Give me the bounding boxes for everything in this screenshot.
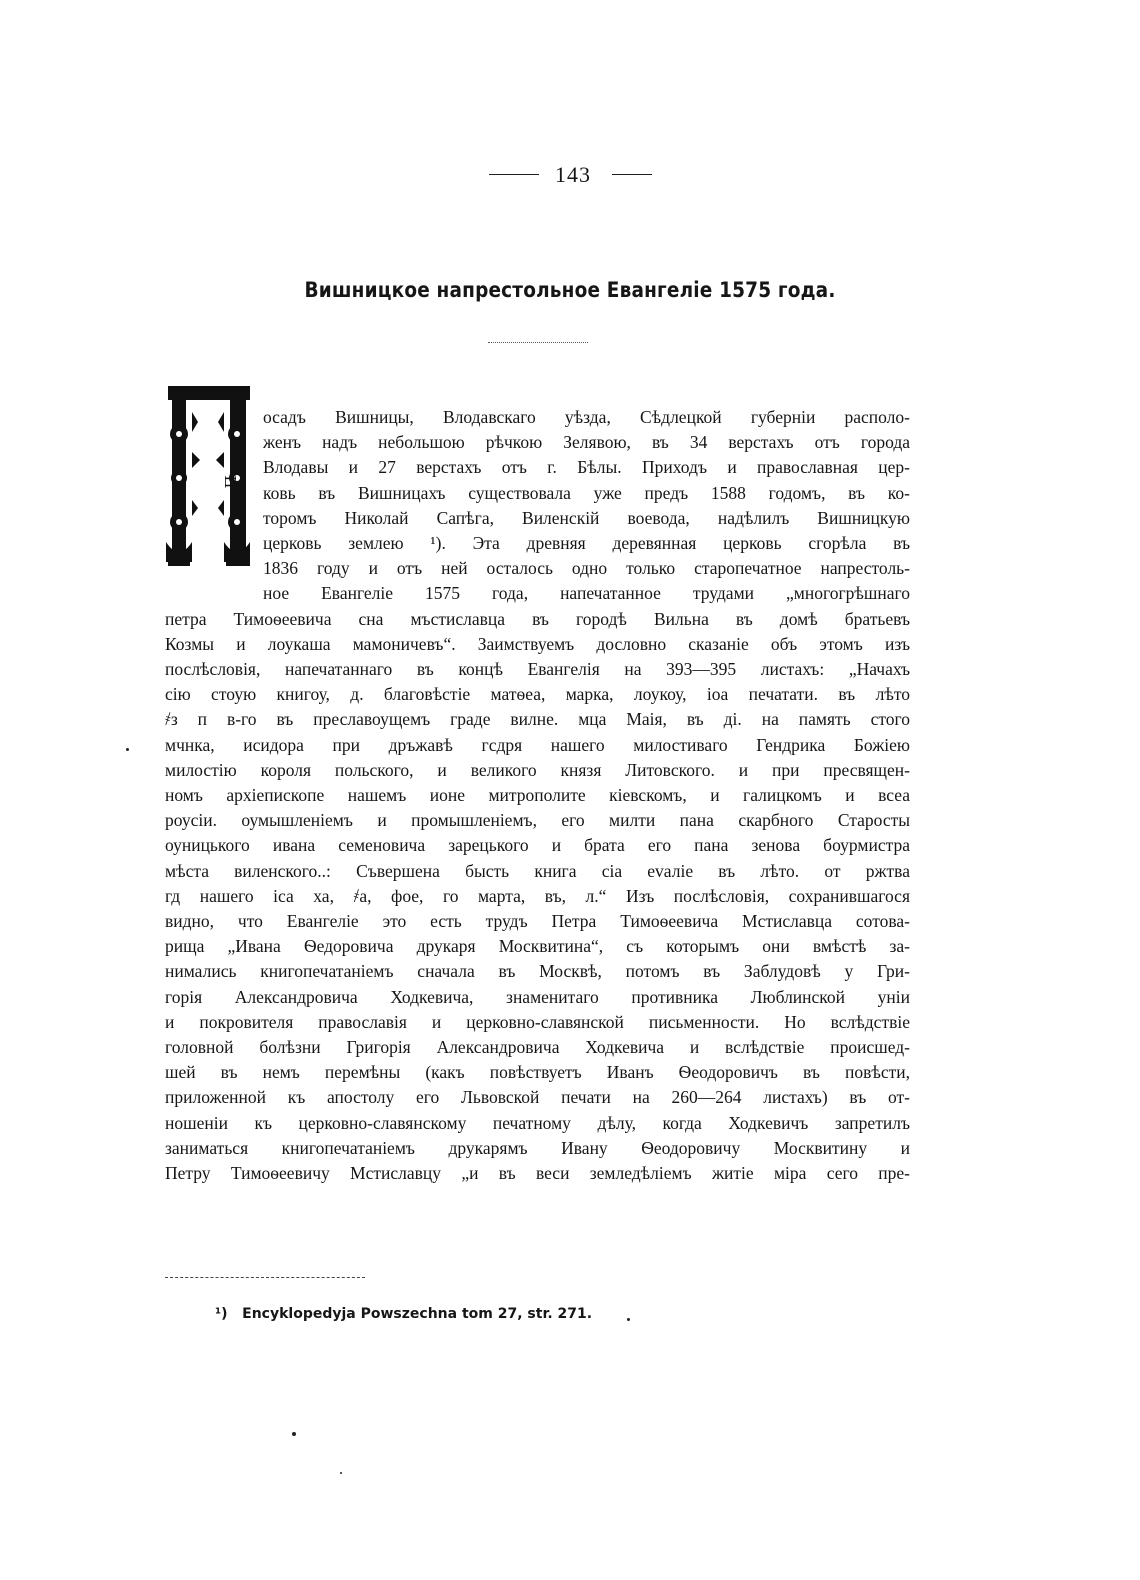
page-number-rule-right [612,174,652,175]
body-line: милостію короля польского, и великого князя Литовского. и при пресвящен- [165,759,910,780]
body-line: мчнка, исидора при дръжавѣ гсдря нашего милостиваго Гендрика Божіею [165,734,910,755]
body-line: петра Тимоѳеевича сна мъстиславца въ городѣ Вильна въ домѣ братьевъ [165,608,910,629]
body-line: ное Евангеліе 1575 года, напечатанное трудами „многогрѣшнаго [263,583,910,604]
body-line: осадъ Вишницы, Влодавскаго уѣзда, Сѣдлецкой губерніи располо- [263,407,910,427]
body-line: оуницького ивана семеновича зарецького и брата его пана зенова боурмистра [165,835,910,856]
scan-speck [292,1432,296,1436]
body-line: Козмы и лоукаша мамоничевъ“. Заимствуемъ дословно сказаніе объ этомъ изъ [165,633,910,654]
body-line: и покровителя православія и церковно-славянской письменности. Но вслѣдствіе [165,1011,910,1032]
body-line: горія Александровича Ходкевича, знаменитаго противника Люблинской уніи [165,986,910,1007]
footnote [215,1306,592,1322]
footnote-rule [165,1277,365,1279]
body-line: ношеніи къ церковно-славянскому печатному дѣлу, когда Ходкевичъ запретилъ [165,1112,910,1133]
body-line: женъ надъ небольшою рѣчкою Зелявою, въ 34 верстахъ отъ города [263,432,910,453]
footnote-text: Encyklopedyja Powszechna tom 27, str. 271. [242,1306,593,1322]
body-line: рища „Ивана Ѳедоровича друкаря Москвитина“, съ которымъ они вмѣстѣ за- [165,936,910,957]
body-line: сію стоую книгоу, д. благовѣстіе матѳеа, марка, лоукоу, іоа печатати. въ лѣто [165,684,910,705]
footnote-marker: ¹) [215,1306,228,1322]
body-line: церковь землею ¹). Эта древняя деревянная церковь сгорѣла въ [263,533,910,554]
body-line: Влодавы и 27 верстахъ отъ г. Бѣлы. Приходъ и православная цер- [263,457,910,478]
body-line: роусіи. оумышленіемъ и промышленіемъ, его милти пана скарбного Старосты [165,810,910,831]
drop-cap-letter: П [222,475,240,489]
body-line: послѣсловія, напечатаннаго въ концѣ Евангелія на 393—395 листахъ: „Начахъ [165,659,910,680]
page-number-value: 143 [555,161,591,187]
body-line: ҂з п в-го въ преславоущемъ граде вилне. мца Маiя, въ ді. на память стого [165,709,910,730]
body-line: мѣста виленского..: Съвершена бысть книга сіа еvаліе въ лѣто. от ржтва [165,860,910,881]
body-line: нимались книгопечатаніемъ сначала въ Москвѣ, потомъ въ Заблудовѣ у Гри- [165,961,910,982]
body-line: головной болѣзни Григорія Александровича Ходкевича и вслѣдствіе происшед- [165,1037,910,1058]
body-line: номъ архіепископе нашемъ ионе митрополите кіевскомъ, и галицкомъ и всеа [165,785,910,806]
page-number-rule-left [489,174,539,175]
scan-speck [627,1318,630,1321]
body-line: приложенной къ апостолу его Львовской печати на 260—264 листахъ) въ от- [165,1087,910,1108]
body-line: торомъ Николай Сапѣга, Виленскій воевода, надѣлилъ Вишницкую [263,507,910,528]
body-line: ковь въ Вишницахъ существовала уже предъ 1588 годомъ, въ ко- [263,482,910,503]
title-ornament [488,342,588,351]
body-text [165,405,910,1186]
body-line: видно, что Евангеліе это есть трудъ Петра Тимоѳеевича Мстиславца сотова- [165,911,910,932]
body-line: 1836 году и отъ ней осталось одно только старопечатное напрестоль- [263,558,910,579]
page-title: Вишницкое напрестольное Евангеліе 1575 года. [304,278,836,302]
body-line: заниматься книгопечатаніемъ друкарямъ Ивану Ѳеодоровичу Москвитину и [165,1137,910,1158]
body-line: гд нашего іса ха, ҂а, фое, го марта, въ, л.“ Изъ послѣсловія, сохранившагося [165,885,910,906]
scan-speck [126,748,129,751]
scan-speck [340,1472,342,1474]
page-number [0,160,1140,188]
body-line: Петру Тимоѳеевичу Мстиславцу „и въ веси земледѣліемъ житіе міра сего пре- [165,1163,910,1184]
body-line: шей въ немъ перемѣны (какъ повѣствуетъ Иванъ Ѳеодоровичъ въ повѣсти, [165,1062,910,1083]
